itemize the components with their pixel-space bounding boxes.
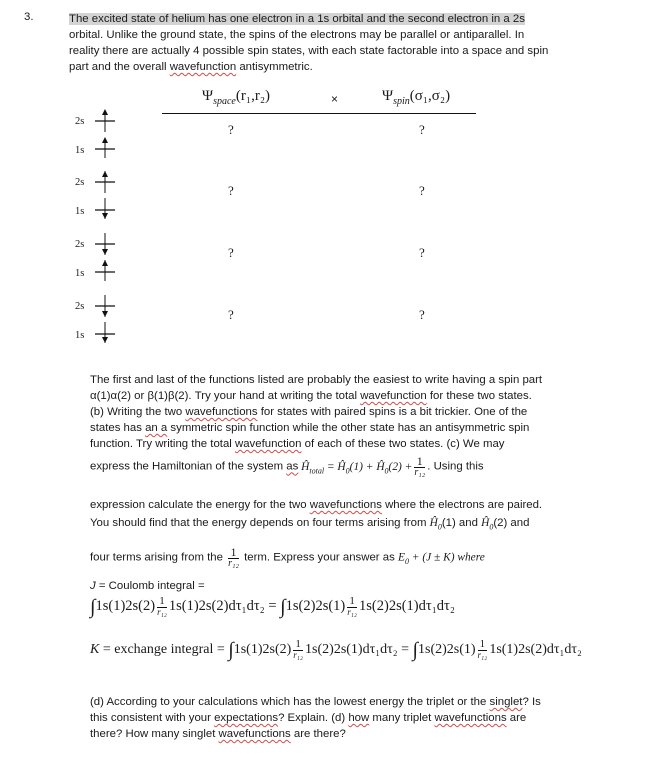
denominator: r₁₂	[477, 650, 488, 661]
numerator: 1	[347, 596, 357, 608]
spin-part-unknown: ?	[419, 245, 425, 260]
space-part-unknown: ?	[228, 183, 234, 198]
body-line	[90, 436, 505, 452]
level-label-1s: 1s	[75, 206, 85, 217]
text: (2) and	[493, 517, 530, 529]
spin-part-unknown: ?	[419, 307, 425, 322]
integral-sign: ∫	[280, 596, 286, 618]
text: states has	[90, 422, 146, 434]
space-part-unknown: ?	[228, 245, 234, 260]
spell-flagged-word: wavefunctions	[434, 712, 507, 724]
subscript: 0	[437, 522, 442, 532]
body-line	[90, 388, 532, 404]
level-label-2s: 2s	[75, 301, 85, 312]
text: four terms arising from the	[90, 551, 227, 564]
text: (1) and	[441, 517, 482, 529]
hamiltonian-line	[90, 455, 484, 479]
body-line	[90, 420, 529, 436]
text: there? How many singlet	[90, 728, 219, 740]
spell-flagged-word: wavefunctions	[218, 728, 291, 740]
psi-space-header	[202, 88, 270, 107]
term: 1s(2)2s(1)	[418, 642, 476, 657]
spell-flagged-word: expectations	[214, 712, 279, 724]
subscript: 0	[345, 465, 350, 475]
level-label-1s: 1s	[75, 268, 85, 279]
times-sign: ×	[331, 92, 339, 106]
text: ? Is	[522, 696, 541, 708]
energy-symbol: E	[397, 551, 405, 564]
body-line: The first and last of the functions listed are probably the easiest to write having a spin part	[90, 374, 543, 386]
text: + (J ± K) where	[408, 551, 485, 564]
numerator: 1	[414, 455, 425, 468]
numerator: 1	[228, 546, 239, 559]
text: of each of these two states. (c) We may	[301, 438, 505, 450]
term: 1s(1)2s(2)	[95, 598, 156, 614]
text: many triplet	[369, 712, 435, 724]
spell-flagged-word: singlet	[489, 696, 523, 708]
spell-flagged-word: wavefunctions	[309, 499, 382, 511]
text: = exchange integral =	[99, 642, 229, 657]
space-part-unknown: ?	[228, 122, 234, 137]
numerator: 1	[478, 639, 488, 651]
intro-line-2: orbital. Unlike the ground state, the spins of the electrons may be parallel or antiparallel. In	[69, 29, 525, 41]
coulomb-label	[90, 578, 205, 594]
one-over-r12	[347, 596, 357, 617]
one-over-r12	[157, 596, 167, 617]
space-part-unknown: ?	[228, 307, 234, 322]
table-header-rule	[162, 113, 476, 114]
one-over-r12	[228, 546, 239, 569]
text: for states with paired spins is a bit trickier. One of the	[257, 406, 528, 418]
subscript: 0	[489, 522, 494, 532]
hamiltonian-expression	[298, 461, 412, 473]
orbital-diagram-up-up	[95, 108, 115, 158]
text: (d) According to your calculations which has the lowest energy the triplet or the	[90, 696, 490, 708]
term: 1s(1)2s(2)dτ₁dτ₂	[489, 642, 582, 657]
text: this consistent with your	[90, 712, 215, 724]
subscript: total	[309, 465, 325, 475]
orbital-diagram-down-down	[95, 294, 115, 344]
coulomb-equation	[90, 596, 455, 619]
numerator: 1	[157, 596, 167, 608]
h0: (1) + Ĥ	[349, 460, 385, 473]
j-symbol: J	[90, 580, 96, 592]
term: 1s(2)2s(1)	[285, 598, 346, 614]
psi-symbol: Ψ	[382, 88, 394, 104]
integral-sign: ∫	[228, 639, 234, 661]
subscript: 0	[404, 556, 409, 566]
text: are	[506, 712, 527, 724]
text: (b) Writing the two	[90, 406, 186, 418]
spell-flagged-word: wavefunction	[234, 438, 302, 450]
spin-part-unknown: ?	[419, 122, 425, 137]
exchange-equation	[90, 639, 582, 662]
text: . Using this	[427, 460, 484, 473]
text: term. Express your answer as	[240, 551, 398, 564]
text: are there?	[290, 728, 346, 740]
integral-sign: ∫	[412, 639, 418, 661]
spell-flagged-word: wavefunction	[360, 390, 427, 402]
body-line	[90, 726, 346, 742]
text: for these two states.	[426, 390, 532, 402]
spin-part-unknown: ?	[419, 183, 425, 198]
spell-flagged-word: an a	[145, 422, 168, 434]
denominator: r₁₂	[157, 607, 167, 618]
psi-args: (r₁,r₂)	[235, 88, 271, 104]
term: 1s(2)2s(1)dτ₁dτ₂ =	[305, 642, 413, 657]
denominator: r₁₂	[228, 558, 239, 569]
body-line	[90, 710, 526, 726]
one-over-r12	[414, 455, 425, 478]
spell-flagged-word: wavefunction	[169, 61, 237, 73]
text: symmetric spin function while the other state has an antisymmetric spin	[167, 422, 530, 434]
denominator: r₁₂	[414, 467, 426, 478]
integral-sign: ∫	[90, 596, 96, 618]
psi-symbol: Ψ	[202, 88, 214, 104]
text: express the Hamiltonian of the system	[90, 460, 287, 473]
level-label-1s: 1s	[75, 145, 85, 156]
text: where the electrons are paired.	[381, 499, 543, 511]
text: ? Explain. (d)	[278, 712, 349, 724]
one-over-r12	[478, 639, 488, 660]
intro-text: part and the overall	[69, 61, 170, 73]
text: (2) +	[388, 460, 413, 473]
intro-line-4	[69, 59, 641, 75]
h0: Ĥ	[429, 517, 438, 529]
one-over-r12	[293, 639, 303, 660]
intro-line-1	[69, 11, 641, 27]
spell-flagged-word: wavefunctions	[185, 406, 258, 418]
intro-text: antisymmetric.	[236, 61, 313, 73]
spell-flagged-word: how	[348, 712, 370, 724]
denominator: r₁₂	[293, 650, 304, 661]
spell-flagged-word: as	[286, 460, 299, 473]
k-symbol: K	[90, 642, 100, 657]
psi-args: (σ₁,σ₂)	[409, 88, 451, 104]
level-label-2s: 2s	[75, 239, 85, 250]
denominator: r₁₂	[347, 607, 358, 618]
level-label-2s: 2s	[75, 116, 85, 127]
level-label-1s: 1s	[75, 330, 85, 341]
text: α(1)α(2) or β(1)β(2). Try your hand at writing the total	[90, 390, 361, 402]
term: 1s(1)2s(2)dτ₁dτ₂ =	[168, 598, 281, 614]
text: function. Try writing the total	[90, 438, 235, 450]
psi-subscript: space	[213, 96, 236, 107]
body-line	[90, 694, 541, 710]
intro-line-3: reality there are actually 4 possible spin states, with each state factorable into a space and spin	[69, 45, 549, 57]
h-total: Ĥ	[298, 460, 310, 473]
term: 1s(1)2s(2)	[233, 642, 292, 657]
numerator: 1	[293, 639, 303, 651]
term: 1s(2)2s(1)dτ₁dτ₂	[359, 598, 455, 614]
body-line	[90, 515, 529, 535]
body-line	[90, 404, 527, 420]
highlighted-text: The excited state of helium has one electron in a 1s orbital and the second electron in a 2s	[69, 13, 525, 25]
text: = Coulomb integral =	[95, 580, 205, 592]
text: You should find that the energy depends on four terms arising from	[90, 517, 430, 529]
psi-subscript: spin	[393, 96, 410, 107]
body-line	[90, 546, 485, 570]
orbital-diagram-up-down	[95, 232, 115, 282]
subscript: 0	[384, 465, 389, 475]
level-label-2s: 2s	[75, 177, 85, 188]
body-line	[90, 497, 542, 513]
question-number: 3.	[24, 11, 34, 23]
orbital-diagram-down-up	[95, 170, 115, 220]
h0: Ĥ	[481, 517, 490, 529]
text: expression calculate the energy for the two	[90, 499, 310, 511]
psi-spin-header	[382, 88, 450, 107]
h0: = Ĥ	[324, 460, 346, 473]
